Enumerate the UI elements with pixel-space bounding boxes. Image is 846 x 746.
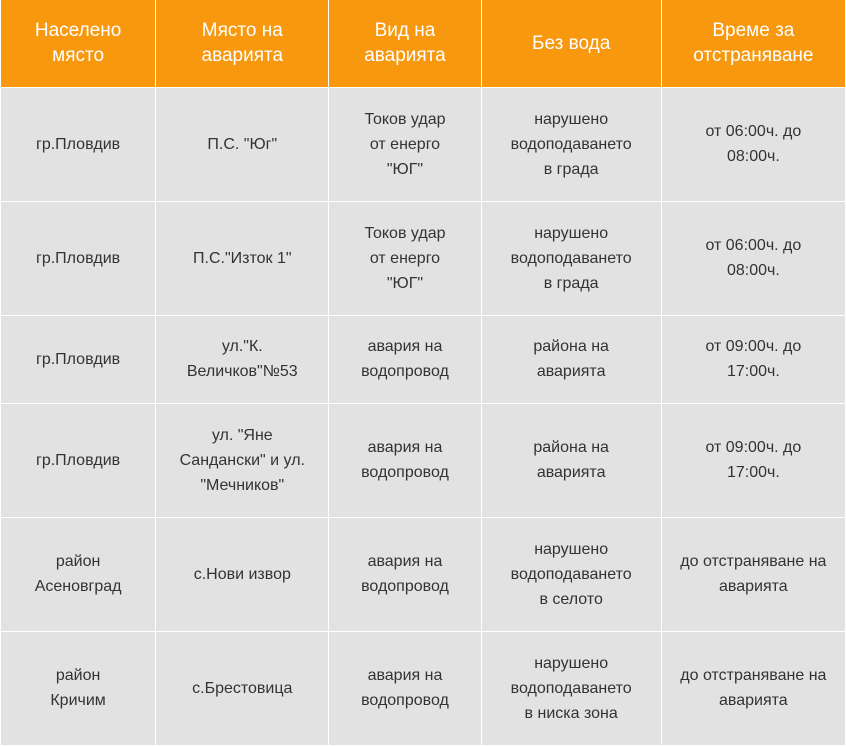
header-type [329,0,481,87]
header-time-label: Време за отстраняване [693,20,814,67]
header-place-label: Населено място [34,20,122,67]
cell-location-text: П.С."Изток 1" [193,249,292,267]
header-place [1,0,156,87]
cell-type [329,315,481,403]
cell-location-text: с.Нови извор [193,565,291,583]
cell-time [661,201,845,315]
cell-location [156,517,329,631]
header-location [156,0,329,87]
cell-no-water-text: нарушено водоподаването в града [510,224,632,292]
cell-place [1,87,156,201]
cell-place [1,517,156,631]
cell-no-water [481,631,661,745]
cell-time [661,631,845,745]
cell-type-text: авария на водопровод [361,338,449,380]
cell-location-text: с.Брестовица [192,679,293,697]
cell-time [661,403,845,517]
cell-location-text: ул. "Яне Сандански" и ул. "Мечников" [179,426,305,494]
cell-no-water-text: нарушено водоподаването в града [510,110,632,178]
table-row [1,315,846,403]
cell-time [661,87,845,201]
cell-location [156,201,329,315]
table-row [1,631,846,745]
cell-type-text: авария на водопровод [361,439,449,481]
cell-time-text: до отстраняване на аварията [680,667,827,709]
cell-place-text: гр.Пловдив [35,451,121,469]
header-no-water [481,0,661,87]
cell-type-text: авария на водопровод [361,553,449,595]
header-no-water-label: Без вода [532,32,611,54]
cell-place-text: гр.Пловдив [35,135,121,153]
cell-place-text: район Асеновград [34,553,122,595]
table-body [1,87,846,745]
cell-no-water [481,87,661,201]
table-header [1,0,846,87]
cell-location [156,631,329,745]
cell-place [1,403,156,517]
cell-place [1,315,156,403]
cell-type-text: Токов удар от енерго "ЮГ" [364,224,446,292]
cell-time [661,315,845,403]
cell-no-water-text: района на аварията [533,439,609,481]
cell-time-text: от 09:00ч. до 17:00ч. [705,439,802,481]
cell-type [329,631,481,745]
cell-time-text: от 06:00ч. до 08:00ч. [705,237,802,279]
header-type-label: Вид на аварията [364,20,446,67]
cell-no-water [481,517,661,631]
table-row [1,201,846,315]
cell-location-text: П.С. "Юг" [207,135,278,153]
cell-type [329,517,481,631]
cell-no-water [481,403,661,517]
cell-type-text: авария на водопровод [361,667,449,709]
cell-no-water-text: нарушено водоподаването в селото [510,540,632,608]
header-row [1,0,846,87]
cell-type [329,403,481,517]
cell-time-text: от 06:00ч. до 08:00ч. [705,123,802,165]
cell-time-text: от 09:00ч. до 17:00ч. [705,338,802,380]
cell-place-text: район Кричим [50,667,106,709]
cell-type [329,201,481,315]
cell-location [156,403,329,517]
cell-type-text: Токов удар от енерго "ЮГ" [364,110,446,178]
cell-time-text: до отстраняване на аварията [680,553,827,595]
cell-no-water-text: района на аварията [533,338,609,380]
header-time [661,0,845,87]
cell-place-text: гр.Пловдив [35,350,121,368]
header-location-label: Място на аварията [201,20,284,67]
cell-place [1,631,156,745]
cell-type [329,87,481,201]
cell-no-water [481,201,661,315]
cell-place [1,201,156,315]
cell-no-water-text: нарушено водоподаването в ниска зона [510,654,632,722]
cell-location [156,315,329,403]
cell-time [661,517,845,631]
table-row [1,87,846,201]
cell-no-water [481,315,661,403]
cell-place-text: гр.Пловдив [35,249,121,267]
table-row [1,403,846,517]
table-row [1,517,846,631]
cell-location-text: ул."К. Величков"№53 [186,338,298,380]
cell-location [156,87,329,201]
